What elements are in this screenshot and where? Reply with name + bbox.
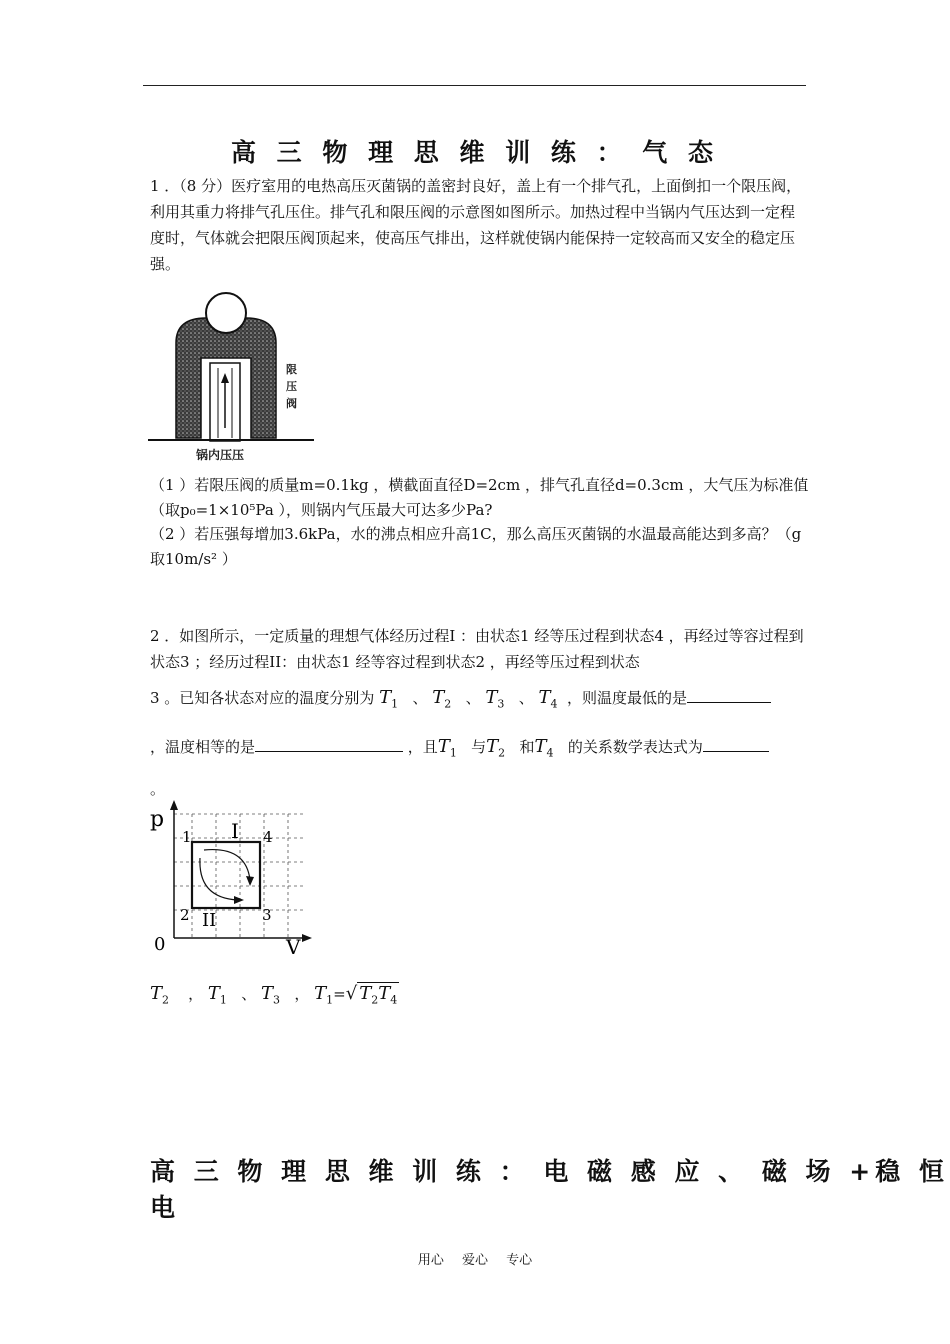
pv-graph xyxy=(146,800,316,960)
question-1-part-1: （1 ）若限压阀的质量m=0.1kg ，横截面直径D=2cm ，排气孔直径d=0.3cm ，大气压为标准值（取p₀=1×10⁵Pa ），则锅内气压最大可达多少Pa? xyxy=(150,476,809,519)
question-2-line-end: 。 xyxy=(150,780,166,798)
symbol-T3: $T_3$ xyxy=(261,983,281,1007)
symbol-T1: $T_1$ xyxy=(437,736,457,760)
question-2-answer: $T_2$ ， $T_1$ 、 $T_3$ ， $T_1=√$ $T_2T_4$ xyxy=(150,983,398,1007)
symbol-T4: $T_4$ xyxy=(538,687,558,711)
symbol-T1: $T_1$ xyxy=(207,983,227,1007)
question-2-text: 2 ．如图所示，一定质量的理想气体经历过程I ：由状态1 经等压过程到状态4 ，再经过等容过程到状态3 ；经历过程II：由状态1 经等容过程到状态2 ，再经等压过程到状态 xyxy=(150,627,804,671)
header-rule xyxy=(143,85,806,86)
origin-label: 0 xyxy=(154,934,166,955)
question-1-intro: 1 ．（8 分）医疗室用的电热高压灭菌锅的盖密封良好，盖上有一个排气孔，上面倒扣一个限压阀，利用其重力将排气孔压住。排气孔和限压阀的示意图如图所示。加热过程中当锅内气压达到一定程度时，气体就会把限压阀顶起来，使高压气排出，这样就使锅内能保持一定较高而又安全的稳定压强。 xyxy=(150,177,802,273)
process-II-label: II xyxy=(202,910,217,931)
sqrt-expression: √ $T_2T_4$ xyxy=(345,983,398,1007)
question-2-line-temperatures: 3 。已知各状态对应的温度分别为 $T_1$ 、 $T_2$ 、 $T_3$ 、 $T_4$ ，则温度最低的是 xyxy=(150,686,771,711)
answer-blank-equal[interactable] xyxy=(255,735,403,752)
state-2-label: 2 xyxy=(180,906,190,924)
y-axis-label: p xyxy=(150,807,165,832)
page-footer: 用心 爱心 专心 xyxy=(417,1253,533,1268)
state-4-label: 4 xyxy=(263,828,273,846)
process-I-label: I xyxy=(231,819,239,843)
answer-blank-expression[interactable] xyxy=(703,735,769,752)
state-3-label: 3 xyxy=(262,906,272,924)
question-2-line-equal: ，温度相等的是 ，且$T_1$ 与$T_2$ 和$T_4$ 的关系数学表达式为 xyxy=(150,735,769,760)
valve-diagram xyxy=(146,288,316,468)
symbol-T2: $T_2$ xyxy=(486,736,506,760)
symbol-T3: $T_3$ xyxy=(485,687,505,711)
symbol-T4: $T_4$ xyxy=(534,736,554,760)
x-axis-label: V xyxy=(286,935,301,959)
symbol-T1: $T_1$ xyxy=(314,983,334,1007)
next-section-title: 高 三 物 理 思 维 训 练 ： 电 磁 感 应 、 磁 场 +稳 恒 电 xyxy=(150,1157,949,1222)
question-1-part-2: （2 ）若压强每增加3.6kPa，水的沸点相应升高1C，那么高压灭菌锅的水温最高能达到多高？（g 取10m/s² ） xyxy=(150,525,802,568)
state-1-label: 1 xyxy=(182,828,192,846)
symbol-T2: $T_2$ xyxy=(150,983,170,1007)
symbol-T2: $T_2$ xyxy=(432,687,452,711)
valve-label: 限 压 阀 xyxy=(286,363,297,410)
answer-blank-lowest[interactable] xyxy=(687,686,771,703)
symbol-T1: $T_1$ xyxy=(379,687,399,711)
page-title: 高 三 物 理 思 维 训 练 ： 气 态 xyxy=(230,138,720,167)
pressure-label: 锅内压压 xyxy=(196,448,245,462)
